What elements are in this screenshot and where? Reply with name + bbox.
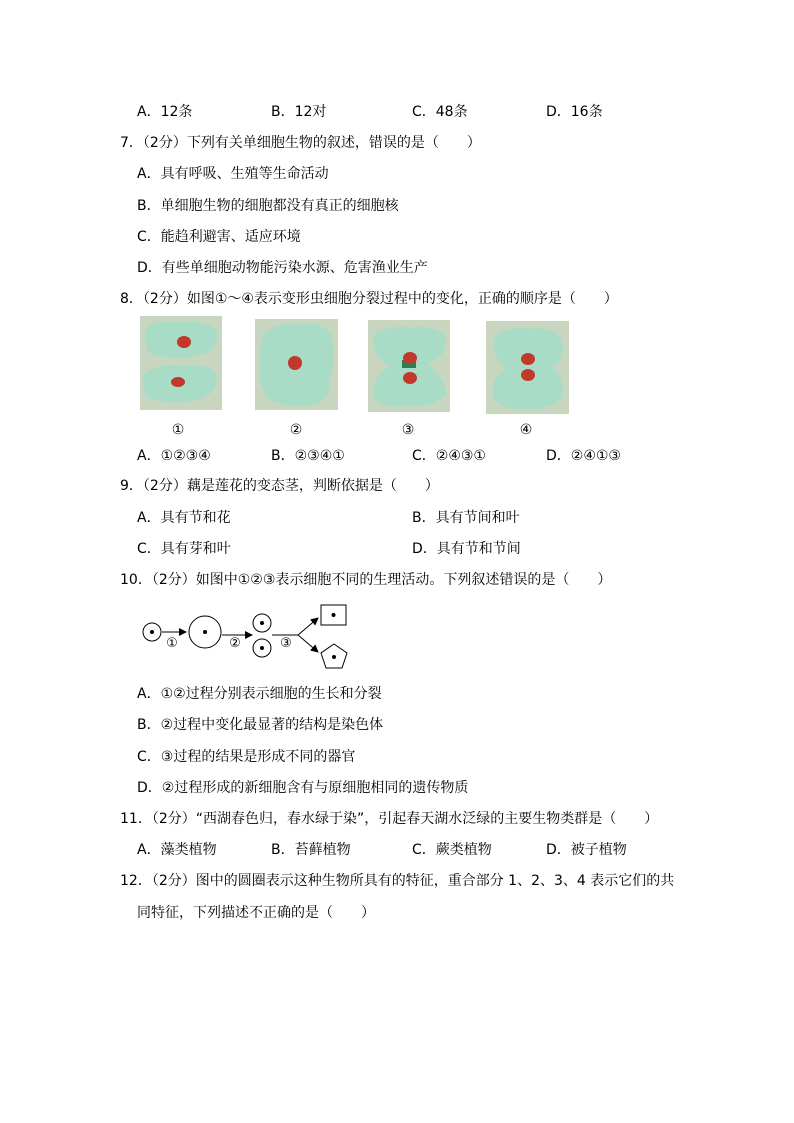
q9-option-a[interactable]: A．具有节和花 <box>137 510 231 526</box>
q10-figure-label-1: ① <box>166 636 178 651</box>
q10-stem: 10．（2分）如图中①②③表示细胞不同的生理活动。下列叙述错误的是（ ） <box>120 572 612 588</box>
q11-option-b[interactable]: B．苔藓植物 <box>271 842 351 858</box>
q7-option-b[interactable]: B．单细胞生物的细胞都没有真正的细胞核 <box>137 198 399 214</box>
q10-option-b[interactable]: B．②过程中变化最显著的结构是染色体 <box>137 717 384 733</box>
q8-figure-label-1: ① <box>171 422 185 438</box>
q6-option-d[interactable]: D．16条 <box>546 104 603 120</box>
q7-option-c[interactable]: C．能趋利避害、适应环境 <box>137 229 301 245</box>
amoeba-image-4 <box>486 321 569 414</box>
amoeba-image-1 <box>140 316 222 410</box>
amoeba-image-3 <box>368 320 450 412</box>
q8-option-d[interactable]: D．②④①③ <box>546 448 621 464</box>
q11-stem: 11．（2分）“西湖春色归，春水绿于染”，引起春天湖水泛绿的主要生物类群是（ ） <box>120 811 659 827</box>
q11-option-d[interactable]: D．被子植物 <box>546 842 627 858</box>
q10-option-d[interactable]: D．②过程形成的新细胞含有与原细胞相同的遗传物质 <box>137 780 469 796</box>
q8-option-c[interactable]: C．②④③① <box>412 448 486 464</box>
amoeba-image-2 <box>255 319 338 410</box>
q11-option-c[interactable]: C．蕨类植物 <box>412 842 492 858</box>
q10-option-c[interactable]: C．③过程的结果是形成不同的器官 <box>137 749 356 765</box>
q6-option-b[interactable]: B．12对 <box>271 104 327 120</box>
q8-figure-label-3: ③ <box>401 422 415 438</box>
q11-option-a[interactable]: A．藻类植物 <box>137 842 217 858</box>
q10-figure-label-3: ③ <box>280 636 292 651</box>
q9-option-d[interactable]: D．具有节和节间 <box>412 541 521 557</box>
q8-option-b[interactable]: B．②③④① <box>271 448 345 464</box>
q10-option-a[interactable]: A．①②过程分别表示细胞的生长和分裂 <box>137 686 382 702</box>
q8-option-a[interactable]: A．①②③④ <box>137 448 211 464</box>
q7-stem: 7．（2分）下列有关单细胞生物的叙述，错误的是（ ） <box>120 135 481 151</box>
q9-option-b[interactable]: B．具有节间和叶 <box>412 510 520 526</box>
q7-option-d[interactable]: D．有些单细胞动物能污染水源、危害渔业生产 <box>137 260 428 276</box>
q10-figure-label-2: ② <box>229 636 241 651</box>
q9-stem: 9．（2分）藕是莲花的变态茎，判断依据是（ ） <box>120 478 439 494</box>
q9-option-c[interactable]: C．具有芽和叶 <box>137 541 231 557</box>
q8-stem: 8．（2分）如图①～④表示变形虫细胞分裂过程中的变化，正确的顺序是（ ） <box>120 291 618 307</box>
q12-stem-line1: 12．（2分）图中的圆圈表示这种生物所具有的特征，重合部分 1、2、3、4 表示它们的共 <box>120 873 675 889</box>
q8-figure-label-2: ② <box>289 422 303 438</box>
q7-option-a[interactable]: A．具有呼吸、生殖等生命活动 <box>137 166 329 182</box>
q12-stem-line2: 同特征，下列描述不正确的是（ ） <box>137 905 375 921</box>
q6-option-a[interactable]: A．12条 <box>137 104 193 120</box>
q6-option-c[interactable]: C．48条 <box>412 104 468 120</box>
q8-figure-label-4: ④ <box>519 422 533 438</box>
